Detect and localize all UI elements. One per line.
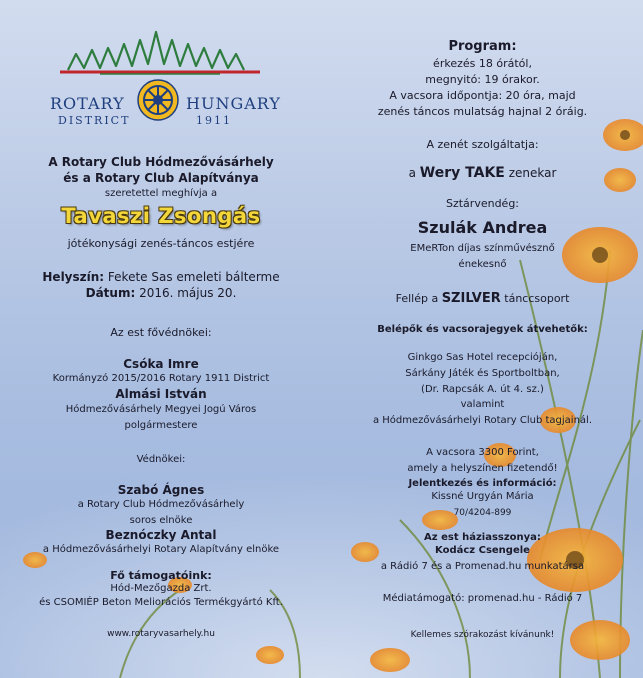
- music-intro: A zenét szolgáltatja:: [426, 138, 539, 151]
- band-post: zenekar: [508, 166, 557, 180]
- contact-name: Kissné Urgyán Mária: [431, 491, 534, 502]
- dance-name: SZILVER: [441, 291, 501, 306]
- sponsor-1-name: Szabó Ágnes: [117, 483, 205, 497]
- tickets-line-2: Sárkány Játék és Sportboltban,: [405, 368, 560, 379]
- host-heading: Az est háziasszonya:: [424, 532, 541, 543]
- patron-2-title-2: polgármestere: [124, 420, 198, 431]
- event-subtitle: jótékonysági zenés-táncos estjére: [67, 237, 255, 250]
- program-heading: Program:: [448, 39, 517, 54]
- media-sponsor: Médiatámogató: promenad.hu - Rádió 7: [382, 593, 583, 604]
- date-value: 2016. május 20.: [139, 286, 237, 300]
- sponsor-2-title: a Hódmezővásárhelyi Rotary Alapítvány elnöke: [42, 544, 280, 555]
- tickets-line-1: Ginkgo Sas Hotel recepcióján,: [407, 352, 558, 363]
- invite-text: szeretettel meghívja a: [104, 188, 218, 199]
- logo-rotary-word: ROTARY: [50, 94, 125, 113]
- tickets-line-5: a Hódmezővásárhelyi Rotary Club tagjainál.: [372, 415, 593, 426]
- venue-label: Helyszín:: [42, 270, 105, 284]
- dance-line: [322, 292, 643, 305]
- venue-line: [0, 271, 322, 283]
- band-pre: a: [408, 166, 416, 180]
- sponsor-2-name: Beznóczky Antal: [105, 528, 217, 542]
- patron-1-title: Kormányzó 2015/2016 Rotary 1911 District: [52, 373, 270, 384]
- sponsor-1-title-2: soros elnöke: [129, 515, 193, 526]
- program-line-4: zenés táncos mulatság hajnal 2 óráig.: [377, 105, 588, 118]
- supporter-1: Hód-Mezőgazda Zrt.: [110, 583, 212, 594]
- host-title: a Rádió 7 és a Promenad.hu munkatársa: [380, 561, 585, 572]
- guest-title-1: EMeRTon díjas színművésznő: [410, 243, 555, 254]
- venue-value: Fekete Sas emeleti bálterme: [107, 270, 280, 284]
- event-title: Tavaszi Zsongás: [61, 204, 261, 228]
- contact-phone: 70/4204-899: [453, 508, 512, 518]
- guest-name: Szulák Andrea: [417, 218, 548, 237]
- patron-2-name: Almási István: [115, 387, 207, 401]
- tickets-heading: Belépők és vacsorajegyek átvehetők:: [377, 324, 588, 335]
- patron-1-name: Csóka Imre: [123, 357, 199, 371]
- sponsor-1-title-1: a Rotary Club Hódmezővásárhely: [77, 499, 245, 510]
- program-line-3: A vacsora időpontja: 20 óra, majd: [389, 89, 576, 102]
- host-line-2: és a Rotary Club Alapítványa: [63, 171, 259, 185]
- price-line-2: amely a helyszínen fizetendő!: [407, 463, 558, 474]
- tickets-line-4: valamint: [460, 399, 505, 410]
- band-line: [322, 166, 643, 180]
- supporters-heading: Fő támogatóink:: [110, 569, 212, 582]
- website-link[interactable]: www.rotaryvasarhely.hu: [107, 629, 215, 639]
- host-line-1: A Rotary Club Hódmezővásárhely: [48, 155, 274, 169]
- date-label: Dátum:: [85, 286, 136, 300]
- dance-pre: Fellép a: [395, 292, 439, 305]
- patrons-heading: Az est fővédnökei:: [110, 326, 212, 339]
- logo-year: 1911: [196, 114, 232, 127]
- dance-post: tánccsoport: [504, 292, 570, 305]
- crown-icon: [40, 28, 280, 78]
- patron-2-title-1: Hódmezővásárhely Megyei Jogú Város: [65, 404, 257, 415]
- host-name: Kodácz Csengele: [435, 545, 530, 556]
- band-name: Wery TAKE: [419, 165, 505, 181]
- tickets-line-3: (Dr. Rapcsák A. út 4. sz.): [421, 384, 544, 395]
- sponsors-heading: Védnökei:: [136, 454, 186, 465]
- closing-text: Kellemes szórakozást kívánunk!: [410, 630, 555, 640]
- price-line-1: A vacsora 3300 Forint,: [426, 447, 539, 458]
- program-line-2: megnyitó: 19 órakor.: [425, 73, 540, 86]
- guest-title-2: énekesnő: [458, 259, 507, 270]
- logo-district: DISTRICT: [58, 114, 131, 127]
- logo-hungary-word: HUNGARY: [186, 94, 281, 113]
- guest-heading: Sztárvendég:: [445, 197, 520, 210]
- date-line: [0, 287, 322, 299]
- rotary-wheel-icon: [136, 78, 180, 122]
- supporter-2: és CSOMIÉP Beton Meliorációs Termékgyártó Kft.: [39, 597, 283, 608]
- right-column: [322, 0, 643, 678]
- rotary-hungary-logo: [40, 28, 280, 133]
- program-line-1: érkezés 18 órától,: [433, 57, 532, 70]
- contact-heading: Jelentkezés és információ:: [408, 478, 557, 489]
